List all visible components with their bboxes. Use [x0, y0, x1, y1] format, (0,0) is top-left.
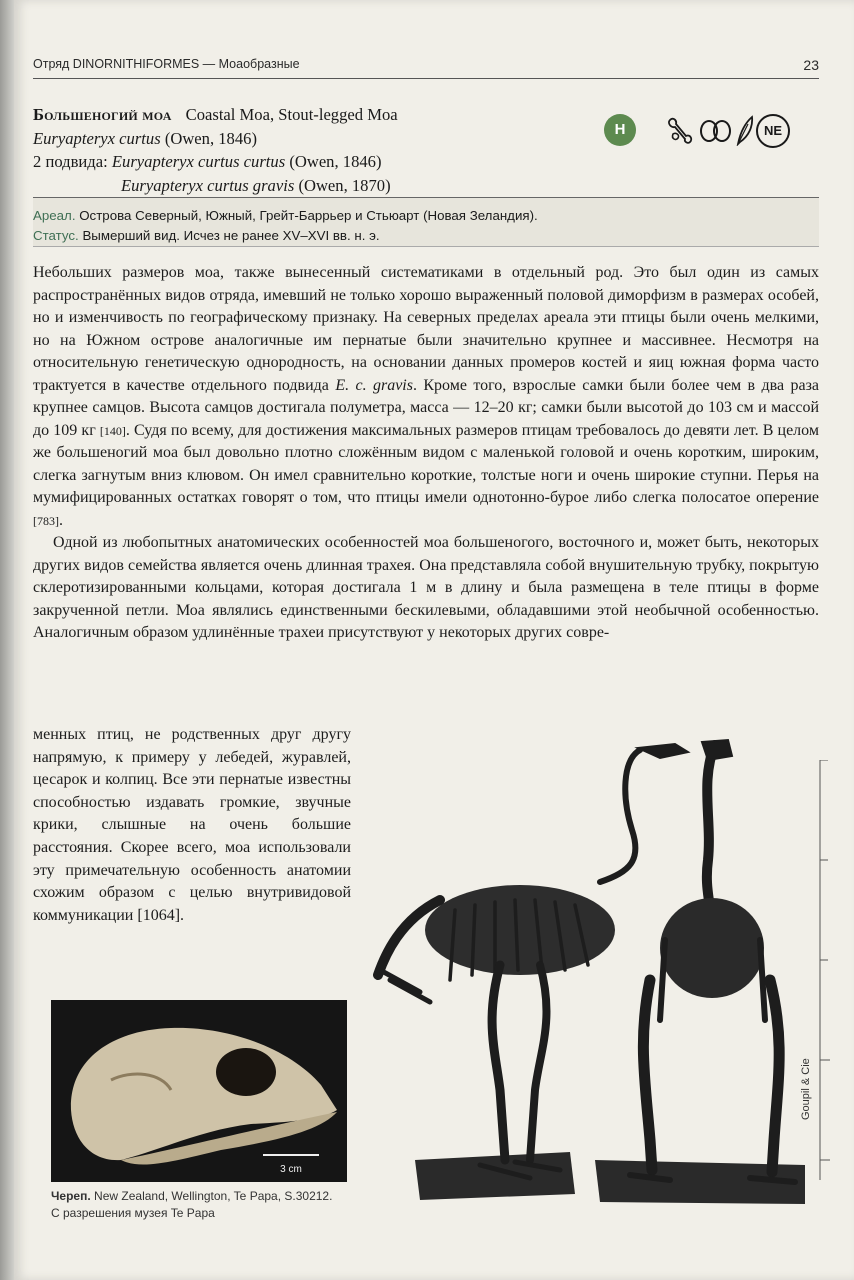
subspecies-latin: Euryapteryx curtus gravis [121, 175, 295, 195]
conservation-status-badge: NE [756, 114, 790, 148]
skeleton-photo [360, 720, 820, 1220]
skull-illustration [51, 1000, 347, 1182]
range-label: Ареал. [33, 208, 76, 223]
caption-credit: С разрешения музея Te Papa [51, 1206, 215, 1220]
species-name-en: Coastal Moa, Stout-legged Moa [185, 105, 398, 124]
caption-label: Череп. [51, 1189, 91, 1203]
info-box [33, 198, 819, 246]
status-icons [604, 114, 804, 148]
paragraph-2: Одной из любопытных анатомических особенностей моа большеногого, восточного и, может быть, некоторых других видов семейства является очень длинная трахея. Она представляла собой внушительную трубку, покрытую склеротизированными кольцами, которая достигала 1 м в длину и была размещена в теле птицы в форме закрученной петли. Моа являлись единственными бескилевыми, обладавшими этой необычной особенностью. Аналогичным образом удлинённые трахеи присутствуют у некоторых других совре- [33, 534, 819, 641]
status-label: Статус. [33, 228, 79, 243]
subspecies-author: (Owen, 1846) [289, 152, 382, 171]
species-latin: Euryapteryx curtus [33, 128, 161, 148]
running-head [33, 57, 819, 71]
subspecies-latin: Euryapteryx curtus curtus [111, 152, 286, 171]
species-title-line [33, 103, 593, 127]
book-spine [0, 0, 14, 1280]
reference: [783] [33, 513, 59, 528]
eggs-icon [698, 114, 732, 146]
range-text: Острова Северный, Южный, Грейт-Баррьер и Стьюарт (Новая Зеландия). [79, 208, 538, 223]
photo-credit: Goupil & Cie [800, 1058, 812, 1120]
bone-icon [664, 114, 696, 146]
feather-icon [734, 114, 756, 146]
skull-photo [51, 1000, 347, 1182]
reference: [140] [99, 423, 126, 438]
running-head-title: Отряд DINORNITHIFORMES — Моаобразные [33, 57, 300, 71]
subspecies-author: (Owen, 1870) [298, 175, 391, 195]
species-latin-line [33, 127, 593, 151]
info-box-bottom-rule [33, 246, 819, 247]
species-author: (Owen, 1846) [164, 128, 257, 148]
caption-text: New Zealand, Wellington, Te Papa, S.30212. [94, 1189, 333, 1203]
scale-bar-label: 3 cm [280, 1164, 302, 1175]
scale-ruler [818, 760, 832, 1180]
subspecies-line-1 [33, 150, 593, 174]
range-line [33, 206, 819, 226]
main-text [33, 262, 819, 645]
species-header [33, 103, 593, 197]
reference: [1064] [137, 906, 181, 924]
status-text: Вымерший вид. Исчез не ранее XV–XVI вв. н. э. [82, 228, 380, 243]
status-line [33, 226, 819, 246]
paragraph-1: Небольших размеров моа, также вынесенный систематиками в отдельный род. Это был один из самых распространённых видов отряда, имевший не только хорошо выраженный половой диморфизм в размерах особей, но и изменчивость по географическому признаку. На северных пределах ареала эти птицы были очень мелкими, но на Южном острове аналогичные им пернатые были значительно крупнее и массивнее. Несмотря на относительную генетическую однородность, на основании данных промеров костей и яиц южная форма часто трактуется в качестве отдельного подвида E. c. gravis. Кроме того, взрослые самки были более чем в два раза крупнее самцов. Высота самцов достигала полуметра, масса — 12–20 кг; самки были высотой до 103 см и массой до 109 кг [140]. Судя по всему, для достижения максимальных размеров птицам требовалось до девяти лет. В целом же большеногий моа был довольно плотно сложённым видом с маленькой головой и очень коротким, широким, слегка загнутым вниз клювом. Он имел сравнительно короткие, толстые ноги и очень широкие ступни. Перья на мумифицированных остатках говорят о том, что птицы имели однотонно-бурое либо слегка полосатое оперение [783]. [33, 264, 820, 529]
skull-caption [51, 1188, 332, 1222]
species-name-ru: Большеногий моа [33, 105, 172, 124]
subspecies-label: 2 подвида: [33, 152, 108, 171]
page-number: 23 [803, 57, 819, 73]
habitat-badge: H [604, 114, 636, 146]
paragraph-2-column: менных птиц, не родственных друг другу напрямую, к примеру у лебедей, журавлей, цесарок и колпиц. Все эти пернатые известны способностью издавать громкие, звучные крики, слышные на очень большие расстояния. Скорее всего, моа использовали эту примечательную особенность анатомии схожим образом с целью внутривидовой коммуникации [1064]. [33, 726, 351, 924]
header-rule [33, 78, 819, 79]
subspecies-line-2 [33, 174, 593, 198]
